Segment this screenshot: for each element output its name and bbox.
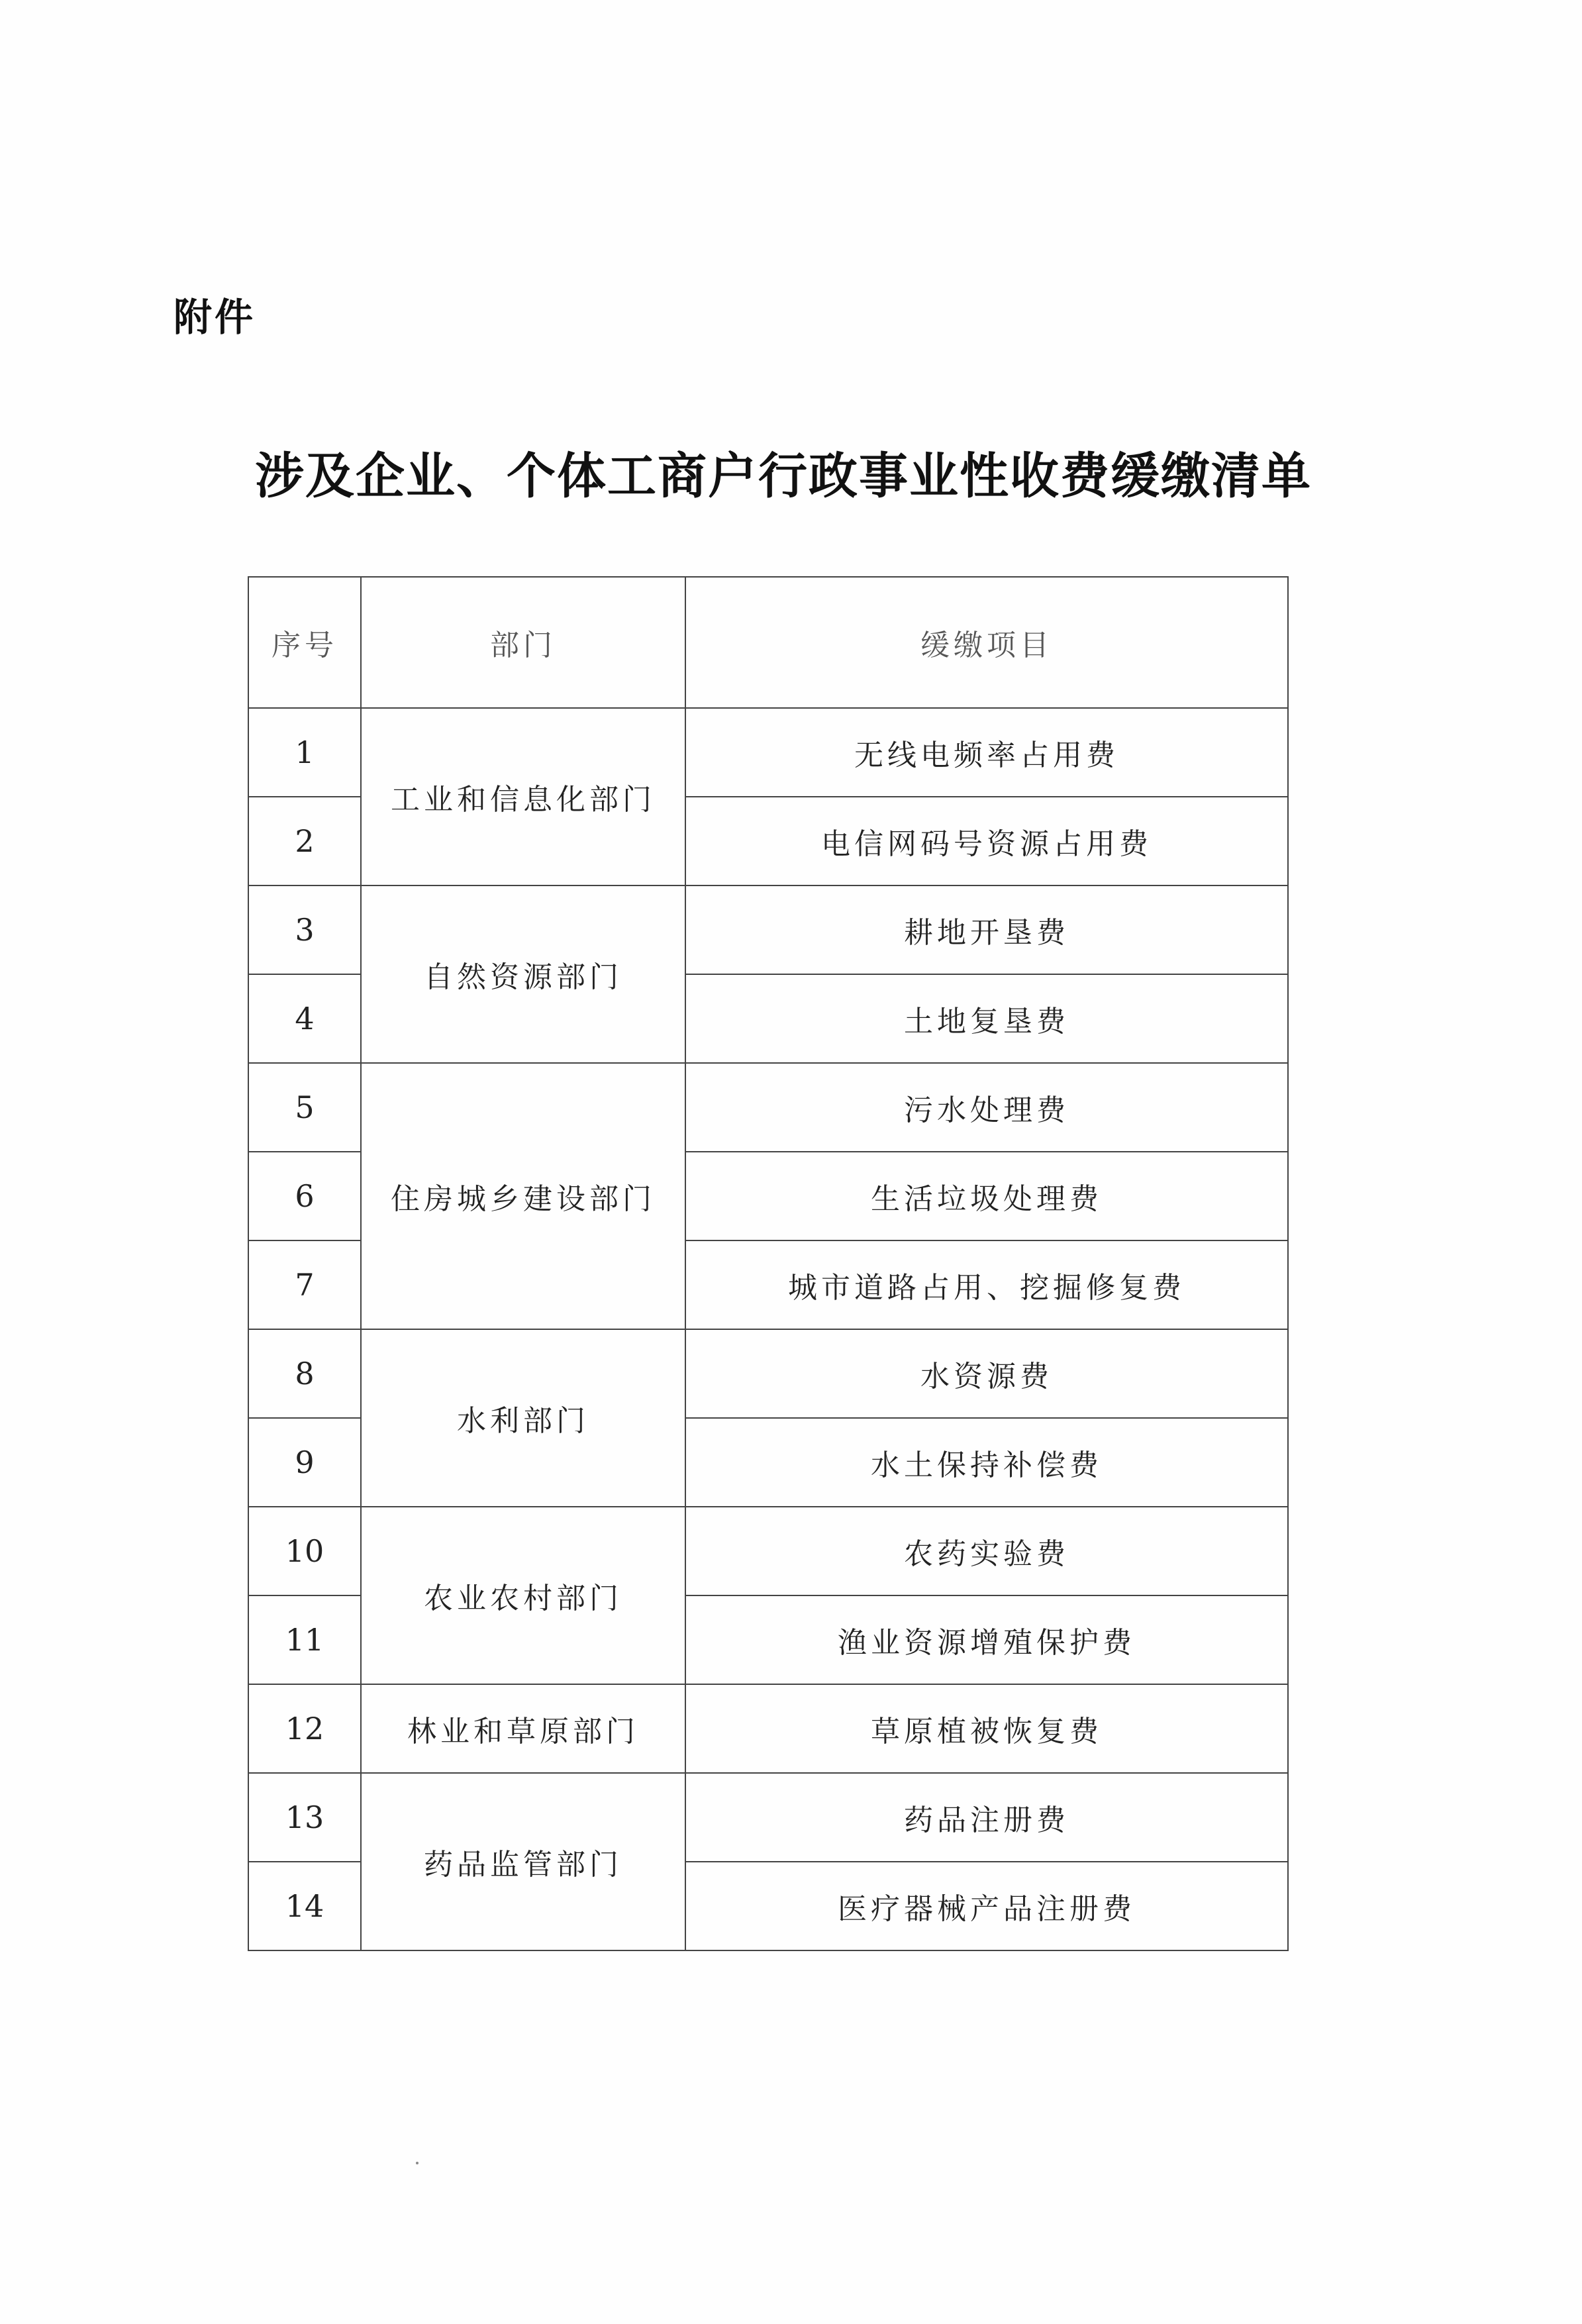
department-cell: 药品监管部门 <box>361 1773 685 1950</box>
serial-number-cell: 10 <box>248 1507 361 1595</box>
serial-number-cell: 2 <box>248 797 361 885</box>
table-row <box>248 708 1288 797</box>
deferred-item-cell: 水资源费 <box>685 1329 1288 1418</box>
deferred-item-cell: 污水处理费 <box>685 1063 1288 1152</box>
scan-speck <box>416 2162 419 2164</box>
deferred-item-cell: 土地复垦费 <box>685 974 1288 1063</box>
serial-number-cell: 5 <box>248 1063 361 1152</box>
deferred-item-cell: 农药实验费 <box>685 1507 1288 1595</box>
serial-number-cell: 7 <box>248 1240 361 1329</box>
department-cell: 水利部门 <box>361 1329 685 1507</box>
fee-list-table-wrapper <box>248 576 1287 1951</box>
deferred-item-cell: 药品注册费 <box>685 1773 1288 1862</box>
table-row <box>248 885 1288 974</box>
deferred-item-cell: 草原植被恢复费 <box>685 1684 1288 1773</box>
deferred-item-cell: 无线电频率占用费 <box>685 708 1288 797</box>
serial-number-cell: 1 <box>248 708 361 797</box>
deferred-item-cell: 生活垃圾处理费 <box>685 1152 1288 1240</box>
serial-number-cell: 14 <box>248 1862 361 1950</box>
deferred-item-cell: 医疗器械产品注册费 <box>685 1862 1288 1950</box>
document-title: 涉及企业、个体工商户行政事业性收费缓缴清单 <box>255 448 1312 505</box>
serial-number-cell: 3 <box>248 885 361 974</box>
deferred-item-cell: 耕地开垦费 <box>685 885 1288 974</box>
serial-number-cell: 8 <box>248 1329 361 1418</box>
header-serial-number: 序号 <box>248 577 361 708</box>
deferred-item-cell: 渔业资源增殖保护费 <box>685 1595 1288 1684</box>
table-row <box>248 1684 1288 1773</box>
serial-number-cell: 13 <box>248 1773 361 1862</box>
table-row <box>248 1507 1288 1595</box>
serial-number-cell: 6 <box>248 1152 361 1240</box>
attachment-label: 附件 <box>173 295 256 340</box>
table-body <box>248 708 1288 1950</box>
header-deferred-item: 缓缴项目 <box>685 577 1288 708</box>
department-cell: 农业农村部门 <box>361 1507 685 1684</box>
department-cell: 工业和信息化部门 <box>361 708 685 885</box>
table-row <box>248 1773 1288 1862</box>
table-row <box>248 1063 1288 1152</box>
serial-number-cell: 11 <box>248 1595 361 1684</box>
table-row <box>248 1329 1288 1418</box>
header-department: 部门 <box>361 577 685 708</box>
serial-number-cell: 9 <box>248 1418 361 1507</box>
department-cell: 自然资源部门 <box>361 885 685 1063</box>
serial-number-cell: 4 <box>248 974 361 1063</box>
department-cell: 林业和草原部门 <box>361 1684 685 1773</box>
department-cell: 住房城乡建设部门 <box>361 1063 685 1329</box>
table-header-row <box>248 577 1288 708</box>
deferred-item-cell: 电信网码号资源占用费 <box>685 797 1288 885</box>
serial-number-cell: 12 <box>248 1684 361 1773</box>
deferred-item-cell: 水土保持补偿费 <box>685 1418 1288 1507</box>
deferred-item-cell: 城市道路占用、挖掘修复费 <box>685 1240 1288 1329</box>
fee-list-table <box>248 576 1289 1951</box>
